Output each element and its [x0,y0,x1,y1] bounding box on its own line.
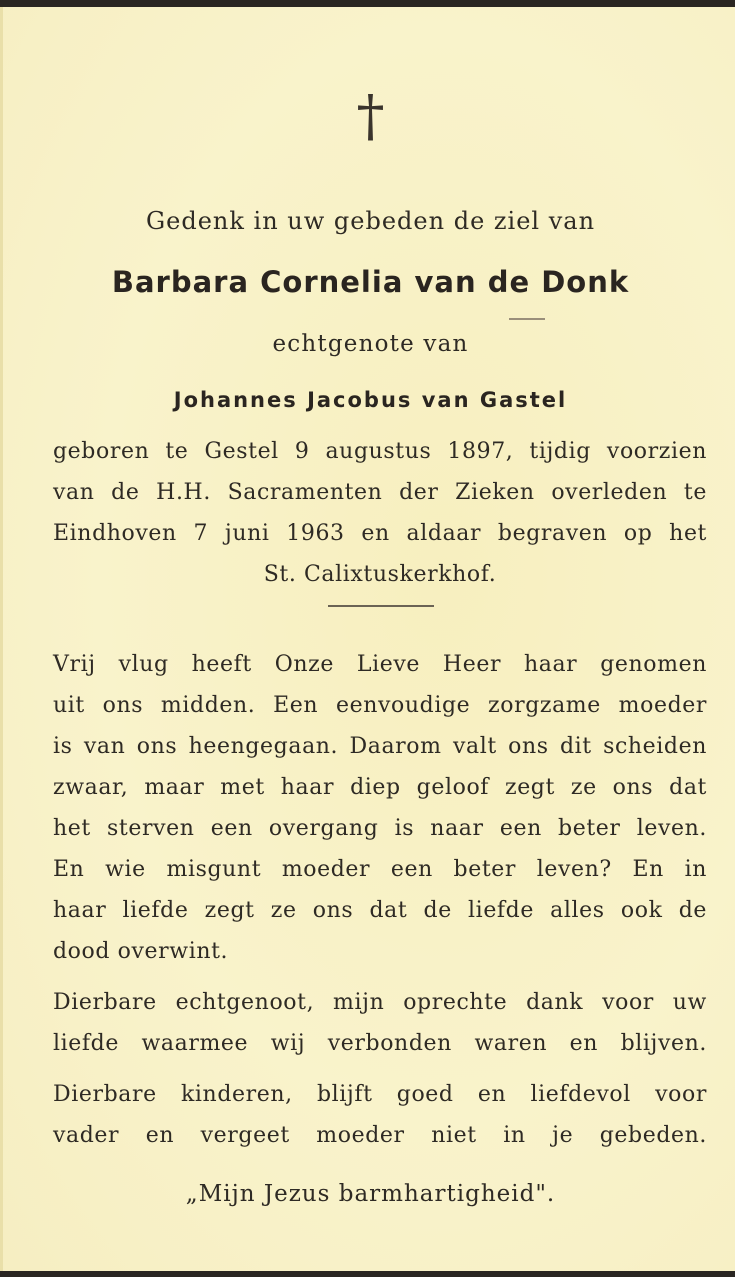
children-line: Dierbare kinderen, blijft goed en liefdevol voor [53,1082,707,1107]
paragraph-line: uit ons midden. Een eenvoudige zorgzame moeder [53,693,707,718]
paragraph-line: En wie misgunt moeder een beter leven? En in [53,857,707,882]
memorial-card [0,7,735,1271]
children-line: vader en vergeet moeder niet in je gebeden. [53,1123,707,1148]
spouse-name: Johannes Jacobus van Gastel [173,388,568,412]
paragraph-line: Vrij vlug heeft Onze Lieve Heer haar genomen [53,652,707,677]
paragraph-line: zwaar, maar met haar diep geloof zegt ze ons dat [53,775,707,800]
intro-line: Gedenk in uw gebeden de ziel van [145,207,596,235]
ornament-dash [509,318,545,320]
paragraph-line: het sterven een overgang is naar een beter leven. [53,816,707,841]
cross-icon: † [356,84,385,149]
spouse-thanks-line: Dierbare echtgenoot, mijn oprechte dank voor uw [53,990,707,1015]
spouse-thanks-line: liefde waarmee wij verbonden waren en blijven. [53,1031,707,1056]
spouse-label: echtgenote van [272,331,469,357]
biography-line: geboren te Gestel 9 augustus 1897, tijdig voorzien [53,439,707,464]
closing-prayer: „Mijn Jezus barmhartigheid". [185,1181,556,1207]
deceased-name: Barbara Cornelia van de Donk [111,265,630,299]
paragraph-line: is van ons heengegaan. Daarom valt ons dit scheiden [53,734,707,759]
biography-line: van de H.H. Sacramenten der Zieken overleden te [53,480,707,505]
paragraph-line: dood overwint. [53,939,229,964]
biography-line: Eindhoven 7 juni 1963 en aldaar begraven op het [53,521,707,546]
section-divider [328,605,434,607]
biography-line: St. Calixtuskerkhof. [263,562,497,587]
paragraph-line: haar liefde zegt ze ons dat de liefde alles ook de [53,898,707,923]
